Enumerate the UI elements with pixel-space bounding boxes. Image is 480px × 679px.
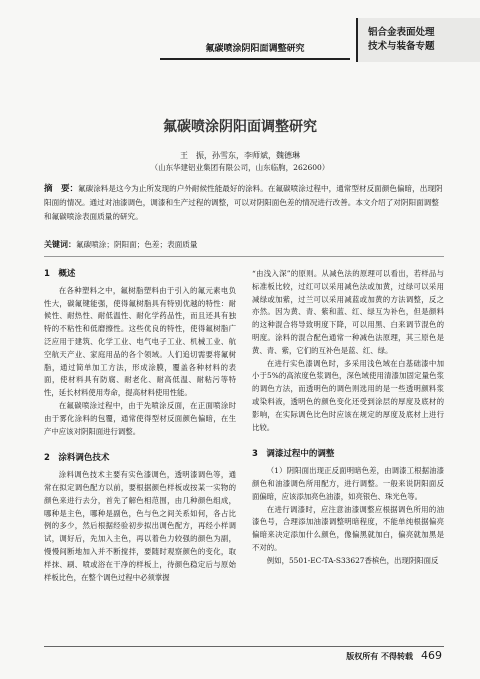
abstract-text: 氟碳涂料是这今为止所发现的户外耐候性能最好的涂料。在氟碳喷涂过程中，通常型材反面颜色偏暗，出现阴阳面的情况。通过对油漆调色，调漆和生产过程的调整，可以对阴阳面色差的情况进行改善。本文介绍了对阴阳面调整和氟碳喷涂表面质量的研究。 <box>44 184 443 221</box>
header-divider <box>44 256 444 257</box>
journal-section-label <box>356 18 480 62</box>
section-1-paragraph-2: 在氟碳喷涂过程中，由于先喷涂反面，在正面喷涂时由于雾化涂料的包覆，通常使得型材反面颜色偏暗，在生产中应该对阴阳面进行调整。 <box>44 400 236 436</box>
keywords-text: 氟碳喷涂；阴阳面；色差；表面质量 <box>76 240 198 249</box>
page-number: 469 <box>421 649 442 662</box>
abstract <box>44 182 444 224</box>
footer-divider <box>44 646 444 647</box>
abstract-label: 摘 要： <box>44 184 79 194</box>
section-1-paragraph-1: 在各种塑料之中，氟树脂塑料由于引入的氟元素电负性大，碳氟键能强，使得氟树脂具有特别优越的特性：耐候性、耐热性、耐低温性、耐化学药品性，而且还具有独特的不粘性和低磨擦性。这些优良的特性，使得氟树脂广泛应用于建筑、化学工业、电气电子工业、机械工业、航空航天产业、家庭用品的各个领域。人们追切需要将氟树脂，通过简单加工方法，形成涂膜，覆盖各种材料的表面，使材料具有防腐、耐老化、耐高低温、耐粘污等特性，延长材料使用寿命，提高材料使用性能。 <box>44 285 236 398</box>
journal-line-2: 技术与装备专题 <box>368 41 435 52</box>
authors: 王 振，孙雪东，李师斌，魏德琳 <box>180 151 300 160</box>
section-2-paragraph-2: 在进行实色漆调色时，多采用浅色域在白基础漆中加小于5%的高浓度色浆调色，深色域使用清漆加固定量色浆的调色方法，而透明色的调色则选用的是一些透明颜料浆或染料液，透明色的颜色变化还受到涂层的厚度及底材的影响，在实际调色比色时应该在规定的厚度及底材上进行比较。 <box>252 358 444 432</box>
copyright-slogan: 版权所有 不得转载 <box>346 652 413 661</box>
keywords <box>44 238 444 251</box>
article-title: 氟碳喷涂阴阳面调整研究 <box>163 119 317 135</box>
section-3-heading: 3 调漆过程中的调整 <box>252 449 335 460</box>
page-header <box>0 0 480 68</box>
left-column <box>44 262 236 584</box>
section-3-paragraph-1: （1）阴阳面出现正反面明暗色差，由调漆工根据油漆颜色和油漆调色所用配方，进行调整。一般来说阴阳面反面偏暗，应该添加亮色油漆，如亮银色、珠光色等。 <box>252 466 444 501</box>
section-2-paragraph-1: 涂料调色技术主要有实色漆调色，透明漆调色等，通常在拟定调色配方以前，要根据颜色样板或按某一实物的颜色来进行去分，首先了解色相范围，由几种颜色组成，哪种是主色，哪种是副色，色与色之间关系如何，各占比例的多少，然后根据经验初步拟出调色配方，再经小样调试，调好后，先加入主色，再以着色力较强的颜色为副，慢慢间断地加入并不断搅拌，要随时观察颜色的变化，取样抹、刷、喷或浴在干净的样板上，待颜色稳定后与原始样板比色，在整个调色过程中必须掌握 <box>44 470 236 582</box>
keywords-label: 关键词： <box>44 240 76 249</box>
page-footer <box>330 648 442 665</box>
section-1-heading: 1 概述 <box>44 269 76 279</box>
section-3-paragraph-2: 在进行调漆时，应注意油漆调整应根据调色所用的油漆色号，合理添加油漆调整明暗程度，不能单纯根据偏亮偏暗来决定添加什么颜色，像偏黑就加白，偏亮就加黑是不对的。 <box>252 504 444 552</box>
section-2-continuation: “由浅入深”的原则。从减色法的原理可以看出，若样品与标准板比较，过红可以采用减色法或加黄，过绿可以采用减绿或加紫，过兰可以采用减蓝或加黄的方法调整，反之亦然。因为黄、青、紫和蓝、红、绿互为补色，但是颜料的这种混合将导致明度下降，可以用黑、白来调节混色的明度。涂料的混合配色通常一种减色法原理，其三原色是黄、青、紫，它们的互补色是蓝、红、绿。 <box>252 269 444 355</box>
section-2-heading: 2 涂料调色技术 <box>44 453 110 464</box>
journal-line-1: 铝合金表面处理 <box>368 27 435 38</box>
right-column <box>252 262 444 568</box>
section-3-paragraph-3: 例如，5501-EC-TA-S33627香槟色，出现阴阳面反 <box>266 555 439 565</box>
affiliation: （山东华建铝业集团有限公司，山东临朐，262600） <box>150 163 330 172</box>
running-title: 氟碳喷涂阴阳面调整研究 <box>160 40 350 60</box>
